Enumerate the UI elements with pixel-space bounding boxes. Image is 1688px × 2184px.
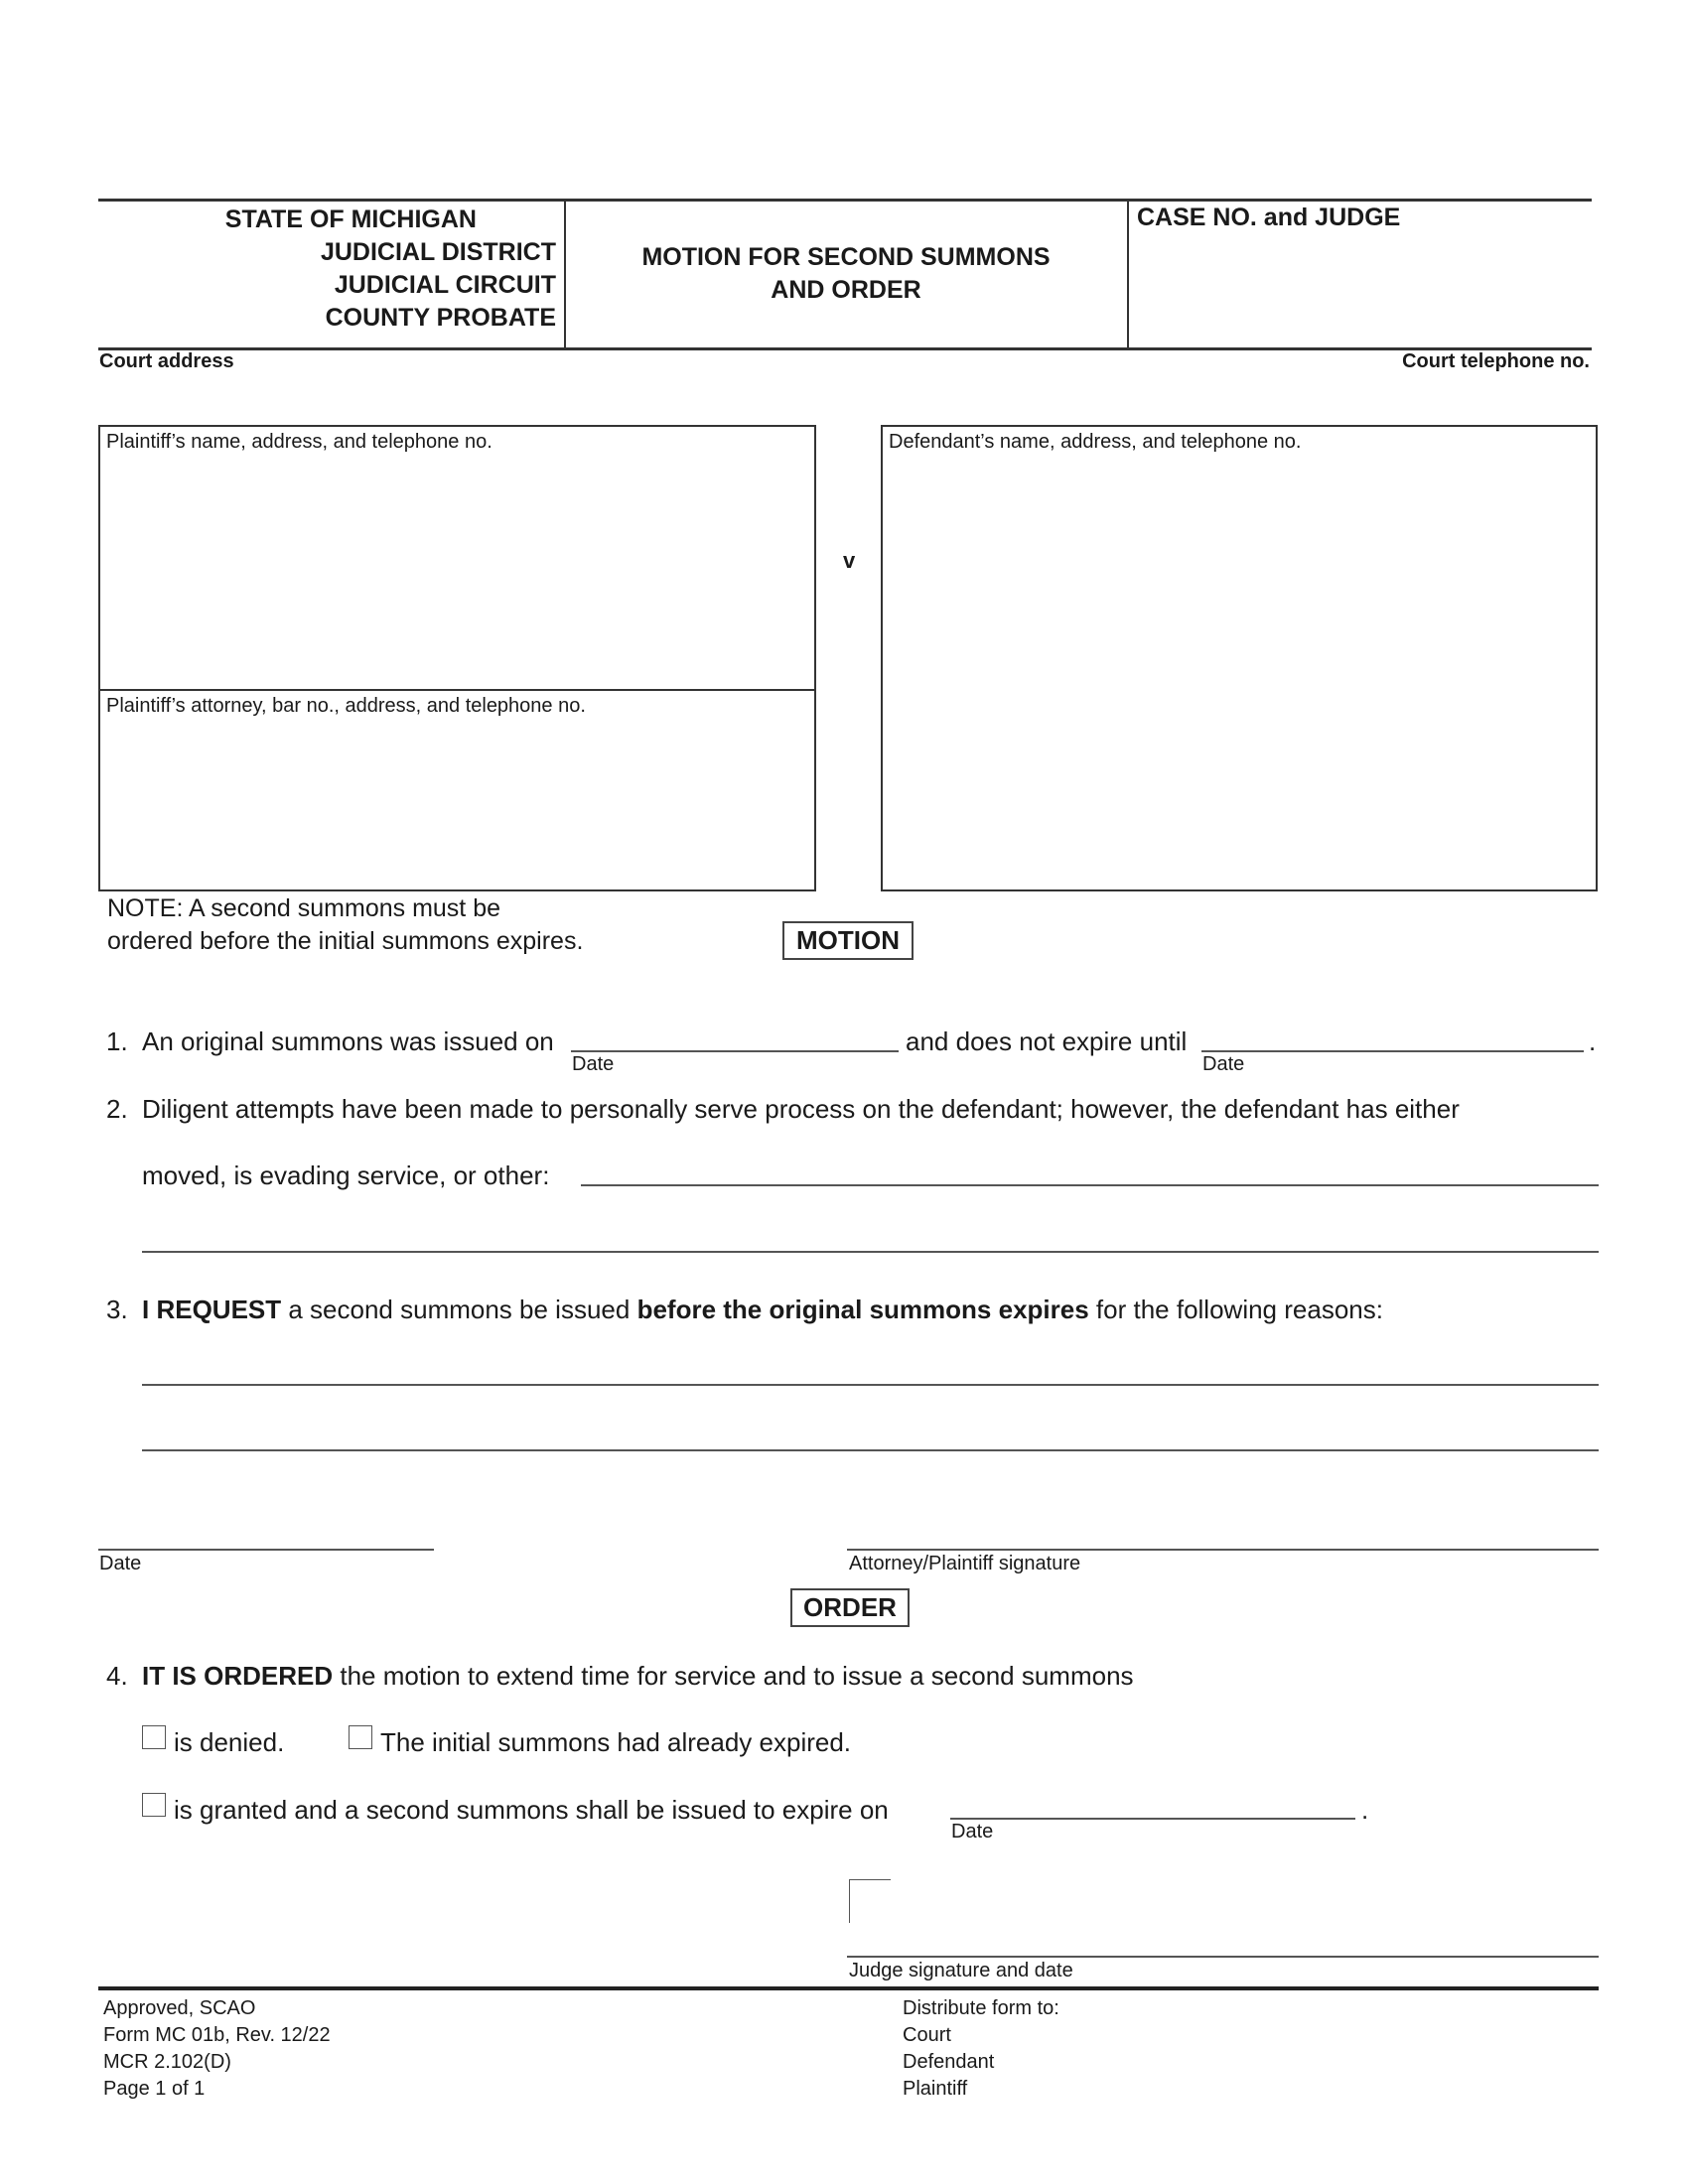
item1-number: 1. — [106, 1026, 128, 1056]
expire-date-line — [1201, 1050, 1584, 1052]
form-title — [568, 241, 1124, 307]
item4-number: 4. — [106, 1661, 128, 1691]
footer-rule-ref: MCR 2.102(D) — [103, 2051, 231, 2073]
reasons-line-1 — [142, 1384, 1599, 1386]
footer-rule — [98, 1986, 1599, 1990]
footer-form-info — [103, 1995, 331, 2103]
item2-number: 2. — [106, 1094, 128, 1124]
form-title-line-1: MOTION FOR SECOND SUMMONS — [641, 243, 1051, 271]
expired-label: The initial summons had already expired. — [380, 1727, 852, 1757]
note — [107, 892, 583, 958]
plaintiff-field[interactable] — [102, 459, 812, 685]
versus-label: v — [843, 548, 856, 573]
denied-label: is denied. — [174, 1727, 285, 1757]
court-probate: COUNTY PROBATE — [325, 304, 556, 332]
motion-date-label: Date — [99, 1553, 142, 1574]
signature-line — [847, 1549, 1599, 1551]
granted-label: is granted and a second summons shall be issued to expire on — [174, 1795, 889, 1825]
header-bottom-rule — [98, 347, 1592, 350]
other-reason-line-1 — [581, 1184, 1599, 1186]
court-names — [119, 204, 556, 335]
court-address-label: Court address — [99, 350, 234, 372]
attorney-field[interactable] — [102, 723, 812, 887]
case-no-field[interactable] — [1137, 238, 1586, 341]
motion-heading: MOTION — [782, 921, 914, 960]
other-reason-field-2[interactable] — [142, 1221, 1599, 1251]
item4-ordered-bold: IT IS ORDERED — [142, 1661, 334, 1691]
distribute-plaintiff: Plaintiff — [903, 2078, 968, 2100]
granted-date-line — [950, 1818, 1355, 1820]
item1-date-caption-2: Date — [1202, 1053, 1245, 1075]
item1-text-a: An original summons was issued on — [142, 1026, 554, 1056]
item3-before-bold: before the original summons expires — [636, 1295, 1089, 1324]
item3-number: 3. — [106, 1295, 128, 1324]
note-line-1: NOTE: A second summons must be — [107, 894, 500, 922]
distribute-label: Distribute form to: — [903, 1997, 1059, 2019]
signature-field[interactable] — [847, 1519, 1599, 1549]
seal-corner-mark — [849, 1879, 891, 1923]
defendant-field[interactable] — [885, 459, 1594, 887]
court-phone-label: Court telephone no. — [1402, 350, 1590, 372]
footer-distribute — [903, 1995, 1059, 2103]
judge-signature-label: Judge signature and date — [849, 1960, 1073, 1981]
item1-text-b: and does not expire until — [906, 1026, 1188, 1056]
judge-signature-field[interactable] — [847, 1926, 1599, 1956]
original-summons-date-line — [571, 1050, 899, 1052]
distribute-court: Court — [903, 2024, 951, 2046]
defendant-label: Defendant’s name, address, and telephone no. — [889, 431, 1302, 453]
expired-checkbox[interactable] — [349, 1725, 372, 1749]
item3-text-1: a second summons be issued — [281, 1295, 637, 1324]
form-title-line-2: AND ORDER — [771, 276, 921, 304]
other-reason-line-2 — [142, 1251, 1599, 1253]
plaintiff-label: Plaintiff’s name, address, and telephone no. — [106, 431, 492, 453]
item4-text — [142, 1661, 1134, 1692]
item3-text-2: for the following reasons: — [1088, 1295, 1383, 1324]
header-divider-2 — [1127, 199, 1129, 349]
court-state: STATE OF MICHIGAN — [224, 205, 477, 233]
item3-request-bold: I REQUEST — [142, 1295, 282, 1324]
reasons-line-2 — [142, 1449, 1599, 1451]
header-divider-1 — [564, 199, 566, 349]
item2-line-2: moved, is evading service, or other: — [142, 1160, 550, 1190]
granted-period: . — [1361, 1795, 1369, 1825]
reasons-field-2[interactable] — [142, 1420, 1599, 1449]
granted-date-caption: Date — [951, 1821, 994, 1843]
note-line-2: ordered before the initial summons expires. — [107, 927, 584, 955]
footer-page: Page 1 of 1 — [103, 2078, 206, 2100]
footer-approved: Approved, SCAO — [103, 1997, 256, 2019]
item4-text-rest: the motion to extend time for service and to issue a second summons — [333, 1661, 1134, 1691]
order-heading: ORDER — [790, 1588, 910, 1627]
item3-text — [142, 1295, 1383, 1325]
header-top-rule — [98, 199, 1592, 202]
plaintiff-box-divider — [98, 689, 816, 691]
item2-line-1: Diligent attempts have been made to personally serve process on the defendant; however, the defendant has either — [142, 1094, 1460, 1124]
distribute-defendant: Defendant — [903, 2051, 995, 2073]
court-circuit: JUDICIAL CIRCUIT — [334, 271, 556, 299]
case-no-label: CASE NO. and JUDGE — [1137, 204, 1401, 231]
motion-date-line — [98, 1549, 434, 1551]
granted-checkbox[interactable] — [142, 1793, 166, 1817]
footer-form-number: Form MC 01b, Rev. 12/22 — [103, 2024, 331, 2046]
reasons-field-1[interactable] — [142, 1354, 1599, 1384]
attorney-label: Plaintiff’s attorney, bar no., address, and telephone no. — [106, 695, 586, 717]
court-district: JUDICIAL DISTRICT — [320, 238, 556, 266]
item1-date-caption-1: Date — [572, 1053, 615, 1075]
item1-period: . — [1589, 1026, 1597, 1056]
original-summons-date-field[interactable] — [571, 1021, 899, 1050]
judge-signature-line — [847, 1956, 1599, 1958]
expire-date-field[interactable] — [1201, 1021, 1584, 1050]
motion-date-field[interactable] — [98, 1519, 434, 1549]
signature-label: Attorney/Plaintiff signature — [849, 1553, 1081, 1574]
other-reason-field[interactable] — [581, 1155, 1599, 1184]
denied-checkbox[interactable] — [142, 1725, 166, 1749]
granted-date-field[interactable] — [950, 1788, 1355, 1818]
